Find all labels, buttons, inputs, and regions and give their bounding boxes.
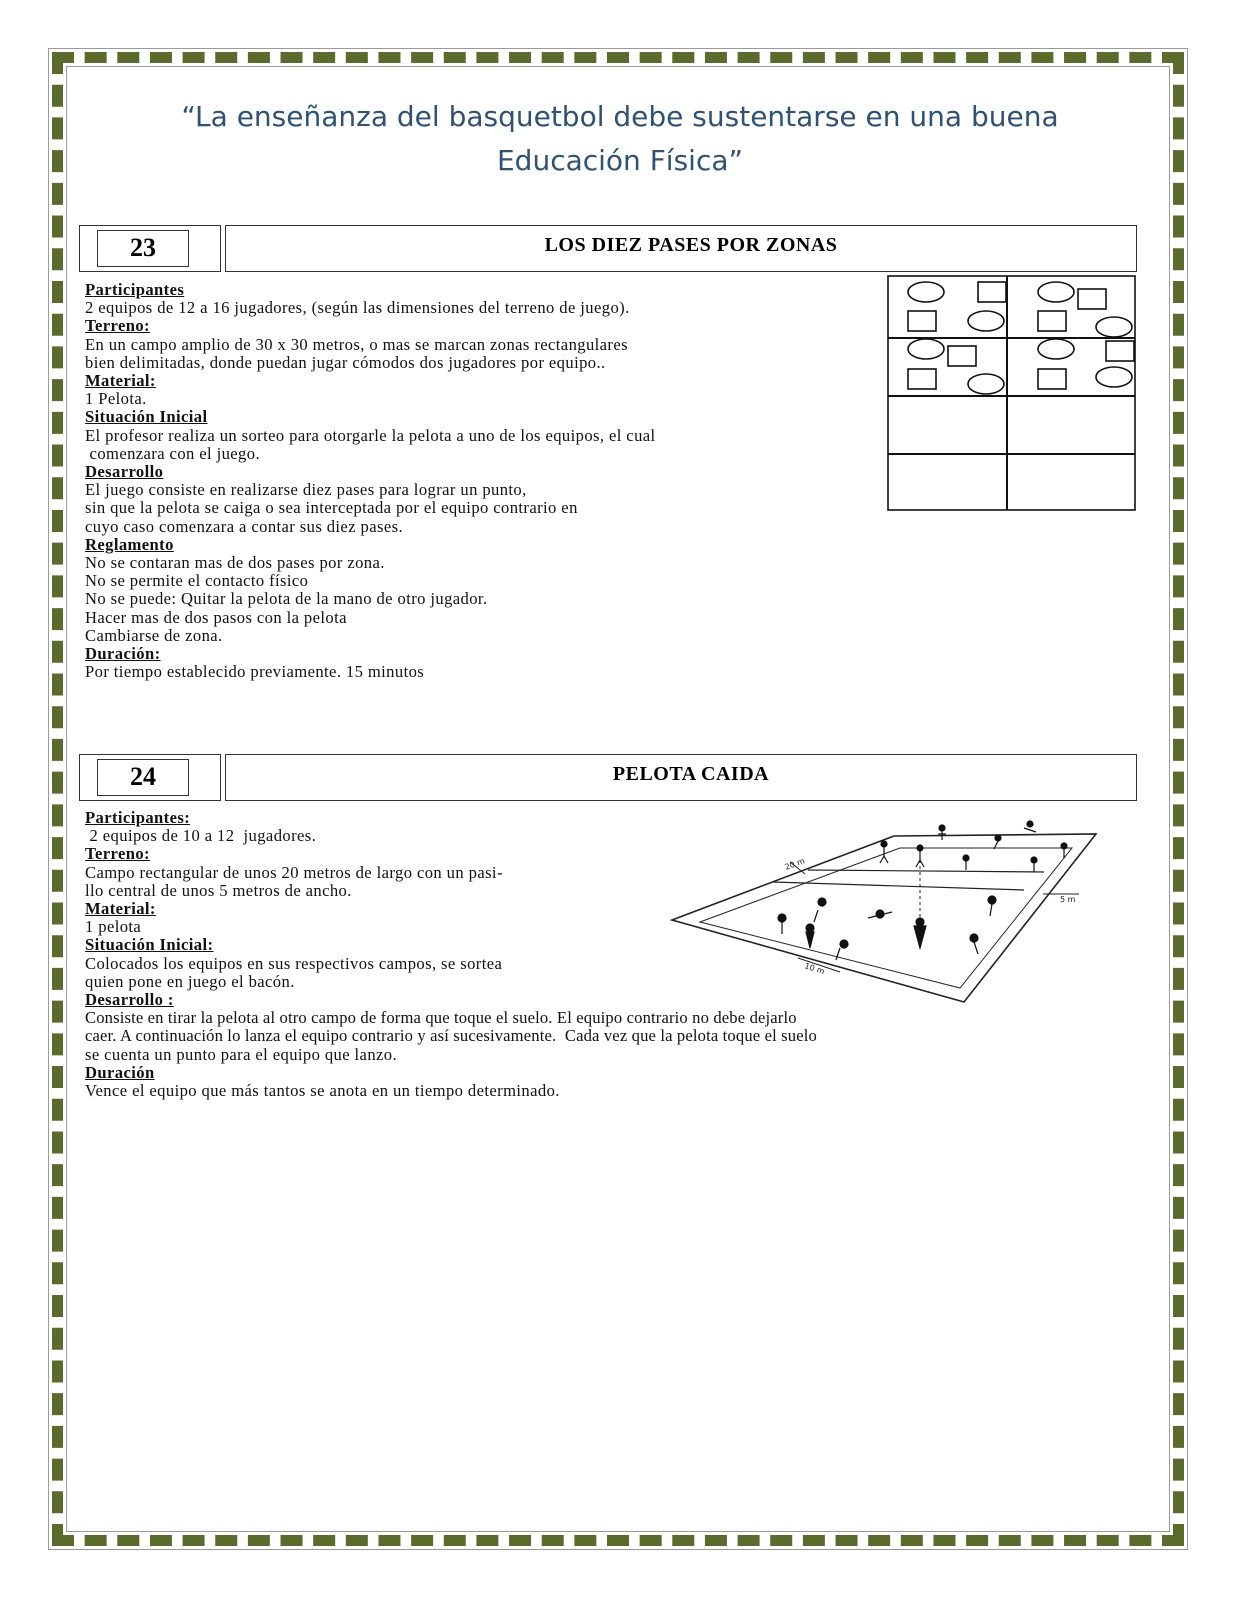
game-24-participantes-text: 2 equipos de 10 a 12 jugadores. [85,826,317,846]
game-23-situacion-heading: Situación Inicial [85,407,208,427]
player-figure [963,855,969,870]
game-23-title-text: LOS DIEZ PASES POR ZONAS [544,234,838,256]
game-23-reglamento-text-4: Hacer mas de dos pasos con la pelota [85,607,347,627]
player-figure [916,845,924,867]
game-23-desarrollo-text-1: El juego consiste en realizarse diez pases para lograr un punto, [85,480,527,500]
player-circle [968,311,1004,331]
player-circle [1038,282,1074,302]
player-figure [814,898,826,922]
game-23-material-text: 1 Pelota. [85,389,147,409]
player-figure [914,918,926,948]
player-circle [1096,317,1132,337]
game-23-duracion-text: Por tiempo establecido previamente. 15 minutos [85,662,425,682]
game-23-participantes-heading: Participantes [85,280,185,299]
player-figure [988,896,996,916]
game-24-desarrollo-text-2: caer. A continuación lo lanza el equipo contrario y así sucesivamente. Cada vez que la pelota toque el suelo [85,1026,817,1046]
game-23-reglamento-text-2: No se permite el contacto físico [85,571,309,591]
player-figure [1024,821,1036,832]
game-23-description [85,281,875,681]
game-24-situacion-text-1: Colocados los equipos en sus respectivos campos, se sortea [85,953,503,973]
game-23-material-heading: Material: [85,371,156,391]
game-23-participantes-text: 2 equipos de 12 a 16 jugadores, (según las dimensiones del terreno de juego). [85,298,630,318]
player-circle [968,374,1004,394]
game-24-situacion-text-2: quien pone en juego el bacón. [85,971,295,991]
player-figure [806,924,814,948]
heading-line-2: Educación Física” [496,144,744,177]
game-24-material-heading: Material: [85,899,156,919]
player-figure [868,910,892,918]
player-figure [970,934,978,954]
player-figure [938,825,946,840]
game-24-number: 24 [97,759,189,796]
game-23-reglamento-text-3: No se puede: Quitar la pelota de la mano de otro jugador. [85,589,488,609]
game-24-desarrollo-heading: Desarrollo : [85,990,174,1010]
game-23-reglamento-heading: Reglamento [85,534,174,554]
player-figure [778,914,786,934]
game-23-duracion-heading: Duración: [85,644,161,664]
player-circle [1096,367,1132,387]
game-23-number: 23 [97,230,189,267]
length-label: 20 m [783,856,806,872]
game-24-title-text: PELOTA CAIDA [612,763,770,785]
player-circle [908,339,944,359]
player-square [1038,311,1066,331]
player-square [948,346,976,366]
game-24-terreno-heading: Terreno: [85,844,150,864]
game-23-situacion-text-2: comenzara con el juego. [85,443,260,463]
game-23-terreno-text-2: bien delimitadas, donde puedan jugar cómodos dos jugadores por equipo.. [85,352,606,372]
player-square [908,311,936,331]
game-24-court-illustration [668,818,1108,1008]
game-23-terreno-heading: Terreno: [85,316,150,336]
game-23-reglamento-text-1: No se contaran mas de dos pases por zona. [85,553,385,573]
player-figure [994,835,1001,849]
game-23-desarrollo-text-2: sin que la pelota se caiga o sea interceptada por el equipo contrario en [85,498,578,518]
game-23-title [225,225,1137,272]
player-figure [880,841,888,863]
game-24-duracion-text: Vence el equipo que más tantos se anota en un tiempo determinado. [85,1081,560,1101]
game-24-material-text: 1 pelota [85,917,142,937]
game-24-title [225,754,1137,801]
player-square [908,369,936,389]
player-square [1106,341,1134,361]
game-23-reglamento-text-5: Cambiarse de zona. [85,625,223,645]
width-label: 10 m [803,961,826,977]
player-circle [908,282,944,302]
game-23-desarrollo-text-3: cuyo caso comenzara a contar sus diez pases. [85,516,403,536]
player-square [1038,369,1066,389]
player-square [1078,289,1106,309]
game-24-desarrollo-text-3: se cuenta un punto para el equipo que lanzo. [85,1044,398,1064]
game-24-desarrollo-text-1: Consiste en tirar la pelota al otro campo de forma que toque el suelo. El equipo contrario no debe dejarlo [85,1008,797,1028]
game-23-zones-diagram [886,274,1138,514]
game-24-situacion-heading: Situación Inicial: [85,935,214,955]
game-24-participantes-heading: Participantes: [85,808,191,827]
game-23-desarrollo-heading: Desarrollo [85,462,164,482]
game-24-duracion-heading: Duración [85,1062,155,1082]
court-inner-line [700,848,1072,988]
corridor-label: 5 m [1060,895,1076,904]
heading-line-1: “La enseñanza del basquetbol debe sustentarse en una buena [181,100,1059,133]
player-circle [1038,339,1074,359]
page-heading [160,95,1080,183]
game-23-situacion-text-1: El profesor realiza un sorteo para otorgarle la pelota a uno de los equipos, el cual [85,425,656,445]
game-23-terreno-text-1: En un campo amplio de 30 x 30 metros, o mas se marcan zonas rectangulares [85,334,628,354]
player-figure [1031,857,1037,872]
corridor-line-1 [773,882,1024,890]
corridor-line-2 [808,870,1044,872]
player-square [978,282,1006,302]
game-24-terreno-text-2: llo central de unos 5 metros de ancho. [85,880,352,900]
game-24-terreno-text-1: Campo rectangular de unos 20 metros de largo con un pasi- [85,862,503,882]
